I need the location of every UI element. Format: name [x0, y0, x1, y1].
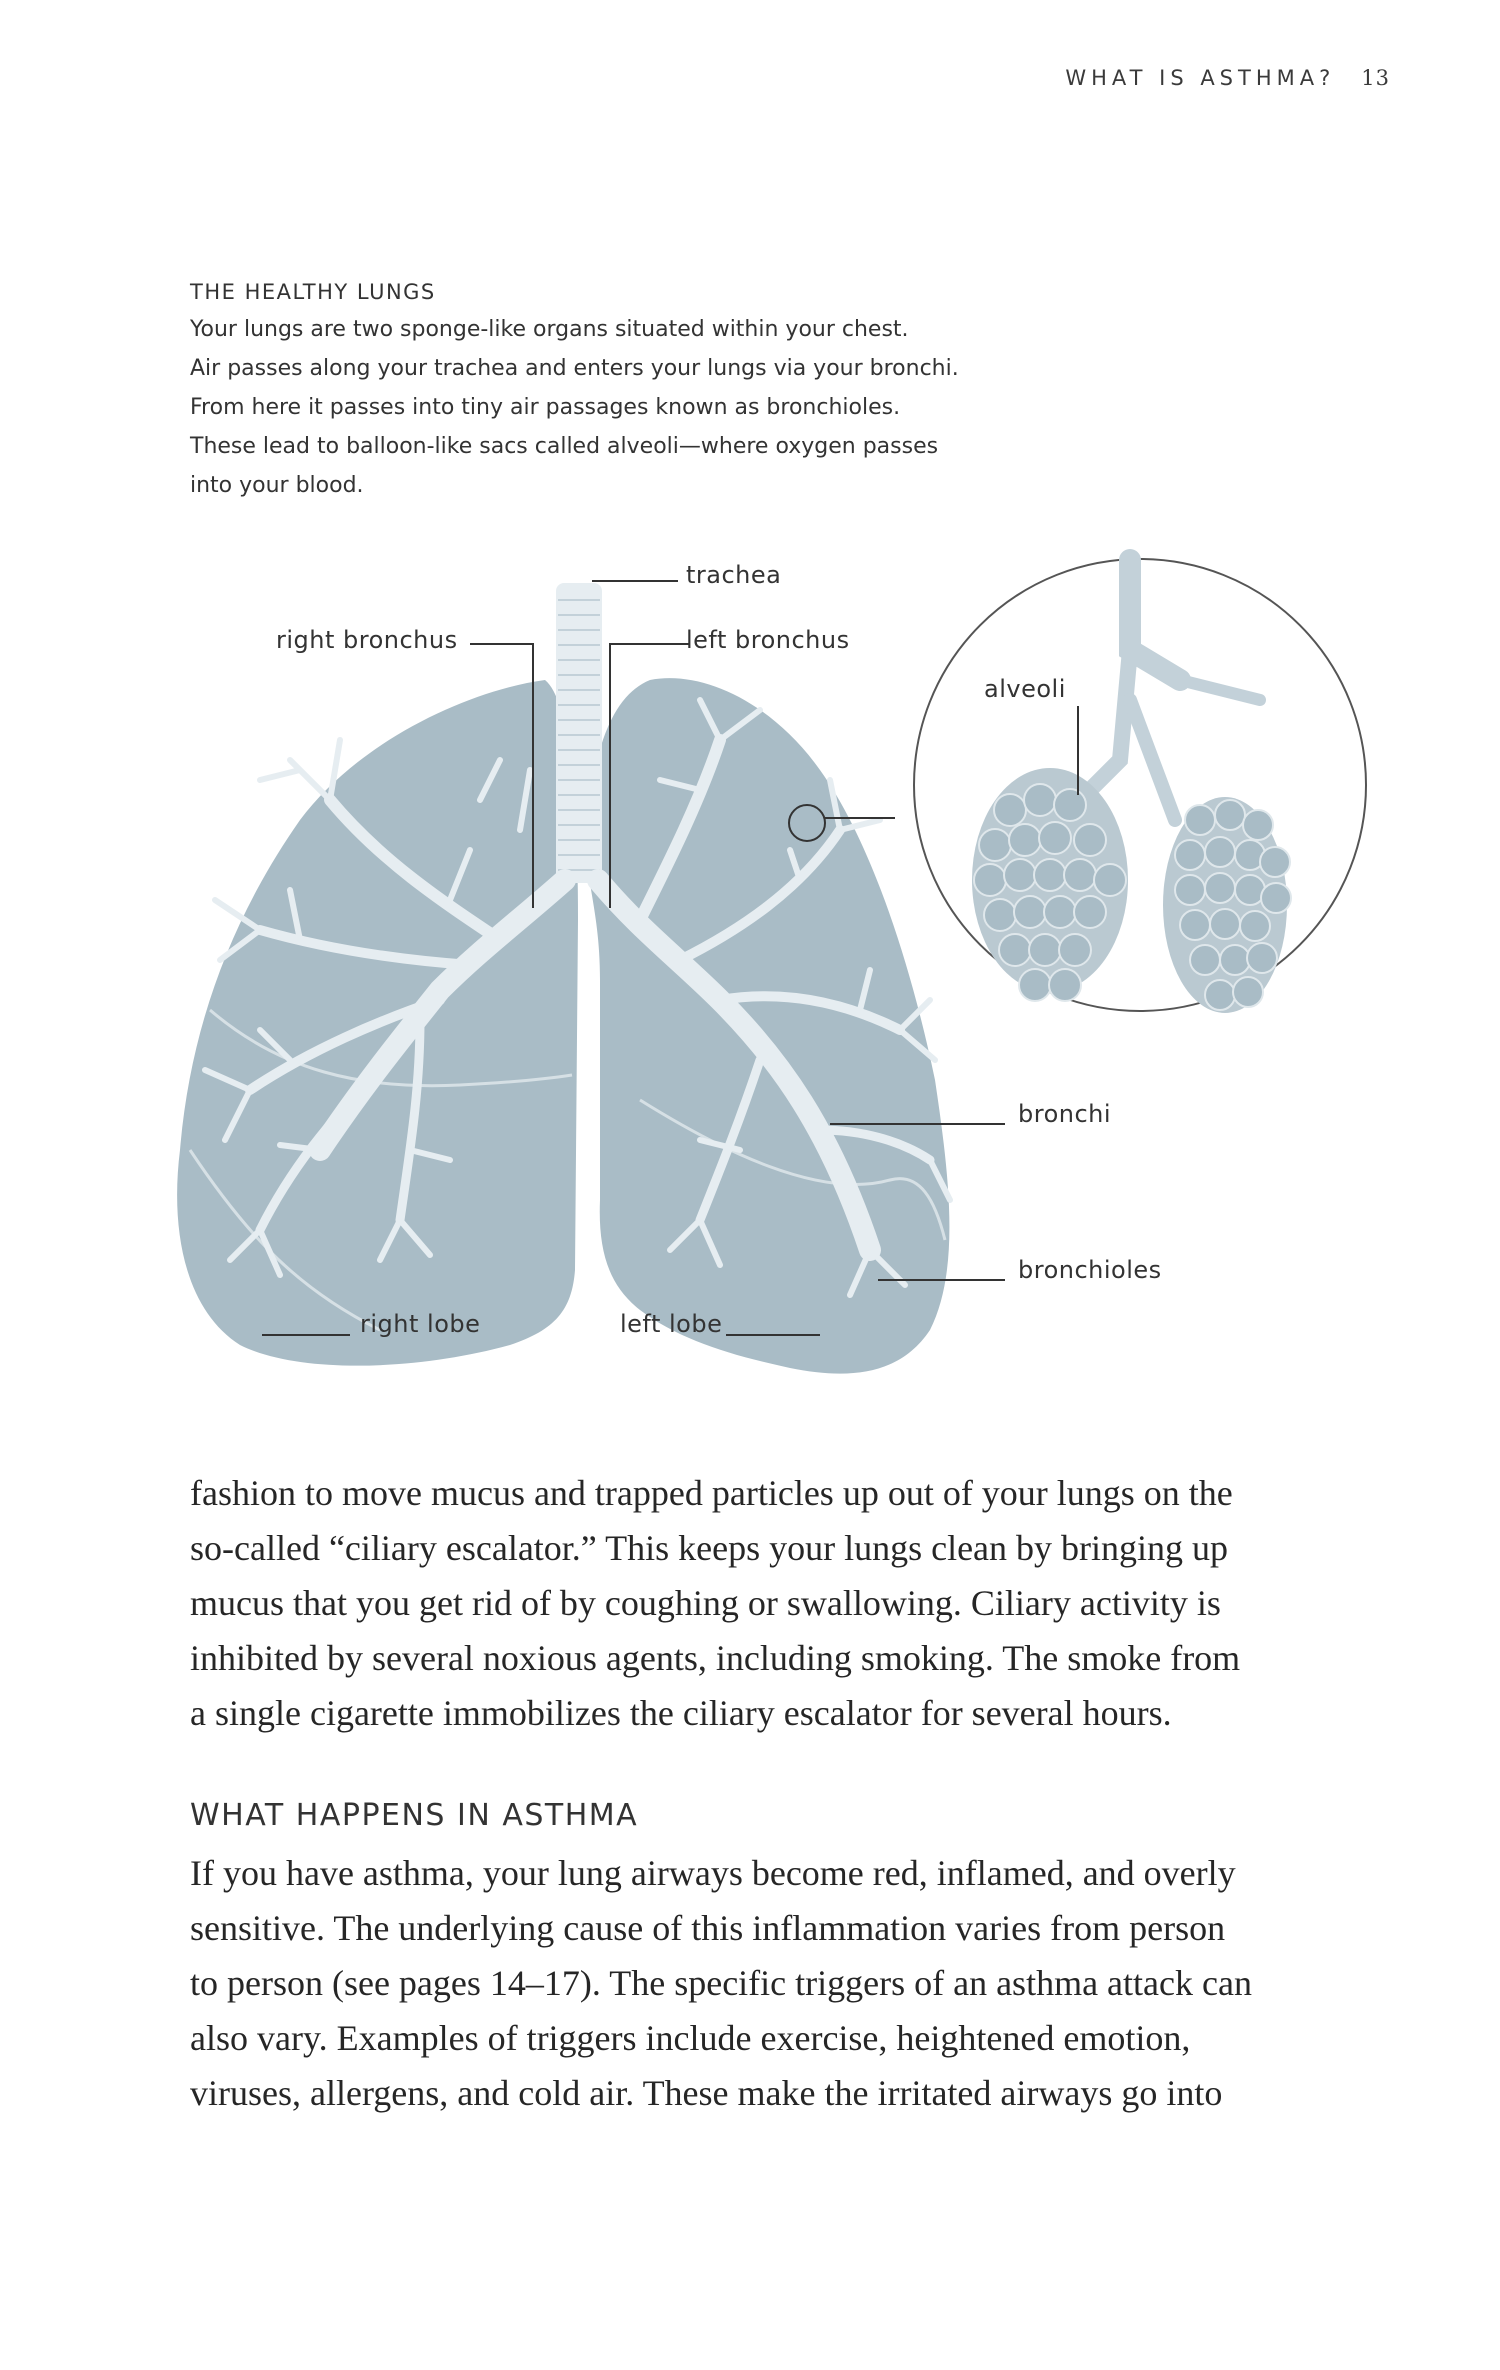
- figure-caption: [190, 280, 1070, 505]
- label-left-lobe: left lobe: [620, 1310, 723, 1338]
- lungs-figure: [0, 540, 1500, 1420]
- text-line: a single cigarette immobilizes the ciliary escalator for several hours.: [190, 1693, 1172, 1733]
- trachea: [556, 583, 602, 883]
- text-line: mucus that you get rid of by coughing or swallowing. Ciliary activity is: [190, 1583, 1221, 1623]
- text-line: sensitive. The underlying cause of this inflammation varies from person: [190, 1908, 1226, 1948]
- caption-line: From here it passes into tiny air passages known as bronchioles.: [190, 395, 901, 420]
- label-right-lobe: right lobe: [360, 1310, 481, 1338]
- text-line: If you have asthma, your lung airways become red, inflamed, and overly: [190, 1853, 1236, 1893]
- label-bronchi: bronchi: [1018, 1100, 1112, 1128]
- label-trachea: trachea: [686, 561, 782, 589]
- label-right-bronchus: right bronchus: [276, 626, 458, 654]
- caption-line: into your blood.: [190, 473, 364, 498]
- page-number: 13: [1361, 66, 1390, 90]
- lungs-illustration: [0, 540, 1500, 1420]
- text-line: so-called “ciliary escalator.” This keeps your lungs clean by bringing up: [190, 1528, 1229, 1568]
- text-line: to person (see pages 14–17). The specific triggers of an asthma attack can: [190, 1963, 1252, 2003]
- label-left-bronchus: left bronchus: [686, 626, 850, 654]
- caption-line: These lead to balloon-like sacs called alveoli—where oxygen passes: [190, 434, 939, 459]
- running-head: [1065, 66, 1390, 90]
- caption-line: Air passes along your trachea and enters your lungs via your bronchi.: [190, 356, 959, 381]
- running-title: WHAT IS ASTHMA?: [1065, 66, 1336, 90]
- text-line: viruses, allergens, and cold air. These make the irritated airways go into: [190, 2073, 1223, 2113]
- label-alveoli: alveoli: [984, 675, 1066, 703]
- caption-text: [190, 310, 1070, 505]
- text-line: fashion to move mucus and trapped particles up out of your lungs on the: [190, 1473, 1233, 1513]
- label-bronchioles: bronchioles: [1018, 1256, 1162, 1284]
- text-line: also vary. Examples of triggers include exercise, heightened emotion,: [190, 2018, 1191, 2058]
- text-line: inhibited by several noxious agents, including smoking. The smoke from: [190, 1638, 1241, 1678]
- caption-line: Your lungs are two sponge-like organs situated within your chest.: [190, 317, 909, 342]
- body-paragraph-2: [190, 1846, 1320, 2121]
- section-heading: WHAT HAPPENS IN ASTHMA: [190, 1798, 639, 1833]
- caption-title: THE HEALTHY LUNGS: [190, 280, 436, 304]
- body-paragraph-1: [190, 1466, 1320, 1741]
